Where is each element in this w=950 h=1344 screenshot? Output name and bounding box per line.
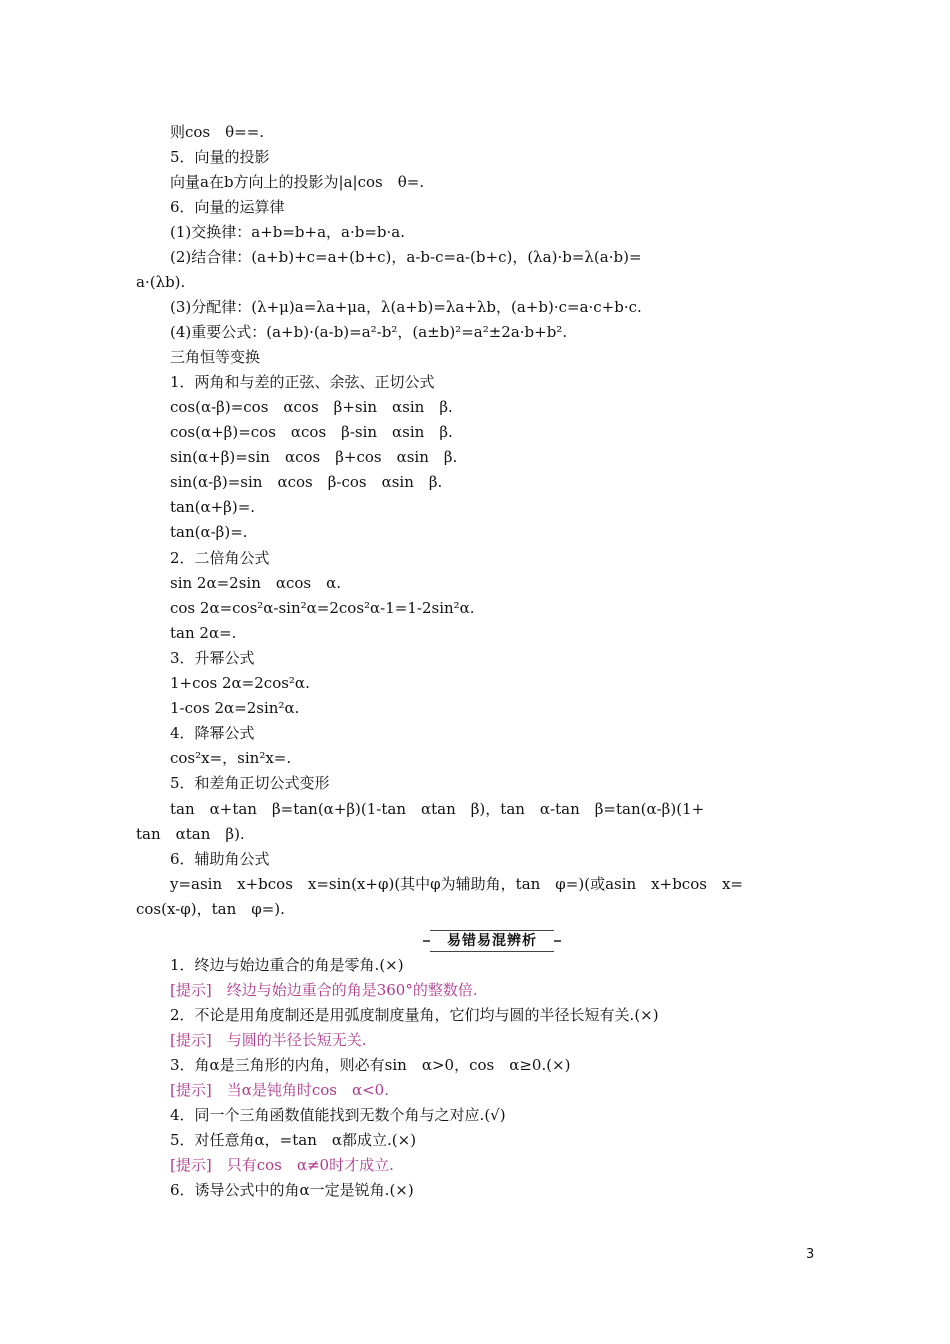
- formula-line: y=asin x+bcos x=sin(x+φ)(其中φ为辅助角，tan φ=)(或asin x+bcos x=: [170, 875, 743, 893]
- list-item: 3．角α是三角形的内角，则必有sin α>0，cos α≥0.(×): [170, 1056, 571, 1074]
- heading-line: 4．降幂公式: [170, 724, 255, 742]
- section-title: 易错易混辨析: [430, 930, 554, 952]
- list-item: 2．不论是用角度制还是用弧度制度量角，它们均与圆的半径长短有关.(×): [170, 1006, 659, 1024]
- formula-line: tan(α+β)=.: [170, 498, 256, 516]
- hint-line: [提示] 终边与始边重合的角是360°的整数倍.: [170, 981, 478, 999]
- heading-line: 6．向量的运算律: [170, 198, 285, 216]
- formula-line: tan α+tan β=tan(α+β)(1-tan αtan β)，tan α-tan β=tan(α-β)(1+: [170, 800, 705, 818]
- text-line: (3)分配律：(λ+μ)a=λa+μa，λ(a+b)=λa+λb，(a+b)·c=a·c+b·c.: [170, 298, 642, 316]
- text-line: (4)重要公式：(a+b)·(a-b)=a²-b²，(a±b)²=a²±2a·b+b².: [170, 323, 568, 341]
- heading-line: 5．和差角正切公式变形: [170, 774, 330, 792]
- formula-line: tan 2α=.: [170, 624, 237, 642]
- section-banner: [0, 930, 950, 952]
- formula-line: 1-cos 2α=2sin²α.: [170, 699, 300, 717]
- formula-line: tan αtan β).: [136, 825, 245, 843]
- list-item: 1．终边与始边重合的角是零角.(×): [170, 956, 404, 974]
- formula-line: tan(α-β)=.: [170, 523, 248, 541]
- text-line: 则cos θ==.: [170, 123, 265, 141]
- banner-rule-right: [553, 940, 561, 942]
- formula-line: cos(α+β)=cos αcos β-sin αsin β.: [170, 423, 453, 441]
- formula-line: 1+cos 2α=2cos²α.: [170, 674, 310, 692]
- formula-line: sin(α-β)=sin αcos β-cos αsin β.: [170, 473, 443, 491]
- text-line: (1)交换律：a+b=b+a，a·b=b·a.: [170, 223, 406, 241]
- list-item: 4．同一个三角函数值能找到无数个角与之对应.(√): [170, 1106, 506, 1124]
- heading-line: 三角恒等变换: [170, 348, 261, 366]
- hint-line: [提示] 只有cos α≠0时才成立.: [170, 1156, 394, 1174]
- formula-line: cos 2α=cos²α-sin²α=2cos²α-1=1-2sin²α.: [170, 599, 475, 617]
- formula-line: sin(α+β)=sin αcos β+cos αsin β.: [170, 448, 458, 466]
- heading-line: 2．二倍角公式: [170, 549, 270, 567]
- text-line: (2)结合律：(a+b)+c=a+(b+c)，a-b-c=a-(b+c)，(λa)·b=λ(a·b)=: [170, 248, 642, 266]
- text-line: 向量a在b方向上的投影为|a|cos θ=.: [170, 173, 425, 191]
- list-item: 5．对任意角α，=tan α都成立.(×): [170, 1131, 417, 1149]
- hint-line: [提示] 当α是钝角时cos α<0.: [170, 1081, 389, 1099]
- heading-line: 6．辅助角公式: [170, 850, 270, 868]
- hint-line: [提示] 与圆的半径长短无关.: [170, 1031, 367, 1049]
- list-item: 6．诱导公式中的角α一定是锐角.(×): [170, 1181, 414, 1199]
- heading-line: 3．升幂公式: [170, 649, 255, 667]
- text-line: a·(λb).: [136, 273, 186, 291]
- heading-line: 5．向量的投影: [170, 148, 270, 166]
- heading-line: 1．两角和与差的正弦、余弦、正切公式: [170, 373, 435, 391]
- page-number: 3: [806, 1247, 815, 1262]
- formula-line: cos²x=，sin²x=.: [170, 749, 292, 767]
- formula-line: cos(α-β)=cos αcos β+sin αsin β.: [170, 398, 453, 416]
- formula-line: sin 2α=2sin αcos α.: [170, 574, 342, 592]
- formula-line: cos(x-φ)，tan φ=).: [136, 900, 285, 918]
